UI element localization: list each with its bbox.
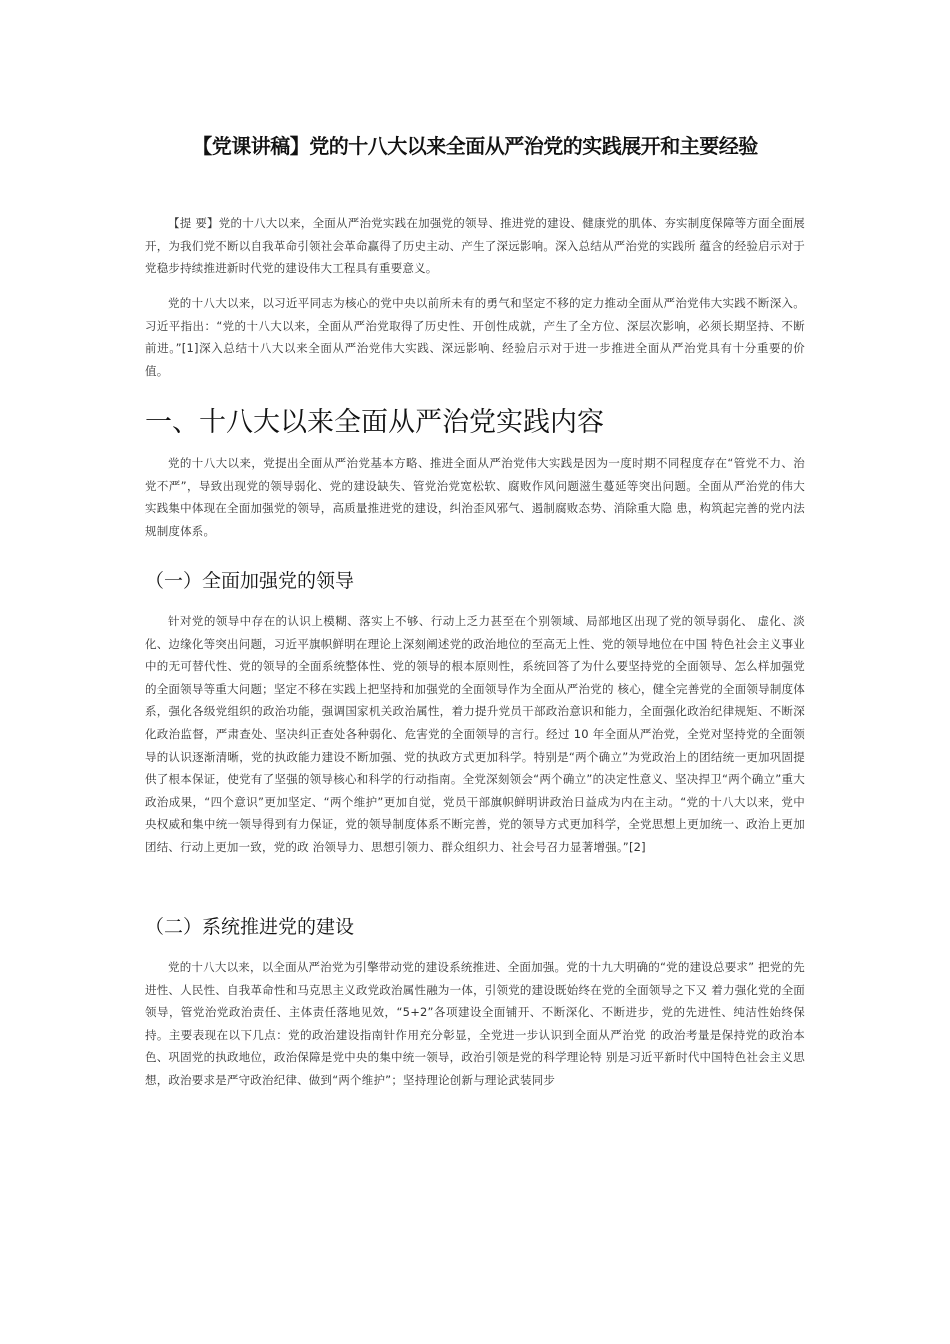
- section-1-paragraph: 党的十八大以来，党提出全面从严治党基本方略、推进全面从严治党伟大实践是因为一度时期不同程度存在“管党不力、治党不严”，导致出现党的领导弱化、党的建设缺失、管党治党宽松软、腐败作风问题滋生蔓延等突出问题。全面从严治党的伟大实践集中体现在全面加强党的领导，高质量推进党的建设，纠治歪风邪气、遏制腐败态势、消除重大隐 患，构筑起完善的党内法规制度体系。: [145, 456, 805, 538]
- document-title: 【党课讲稿】党的十八大以来全面从严治党的实践展开和主要经验: [192, 134, 758, 158]
- subsection-1-paragraph: 针对党的领导中存在的认识上模糊、落实上不够、行动上乏力甚至在个别领域、局部地区出现了党的领导弱化、 虚化、淡化、边缘化等突出问题，习近平旗帜鲜明在理论上深刻阐述党的政治地位的至高无上性、党的领导地位在中国 特色社会主义事业中的无可替代性、党的领导的全面系统整体性、党的领导的根本原则性，系统回答了为什么要坚持党的全面领导、怎么样加强党的全面领导等重大问题；坚定不移在实践上把坚持和加强党的全面领导作为全面从严治党的 核心，健全完善党的全面领导制度体系，强化各级党组织的政治功能，强调国家机关政治属性，着力提升党员干部政治意识和能力，全面强化政治纪律规矩、不断深化政治监督，严肃查处、坚决纠正查处各种弱化、危害党的全面领导的言行。经过 10 年全面从严治党，全党对坚持党的全面领导的认识逐渐清晰，党的执政能力建设不断加强、党的执政方式更加科学。特别是“两个确立”为党政治上的团结统一更加巩固提供了根本保证，使党有了坚强的领导核心和科学的行动指南。全党深刻领会“两个确立”的决定性意义、坚决捍卫“两个确立”重大政治成果，“四个意识”更加坚定、“两个维护”更加自觉，党员干部旗帜鲜明讲政治日益成为内在主动。“党的十八大以来，党中央权威和集中统一领导得到有力保证，党的领导制度体系不断完善，党的领导方式更加科学，全党思想上更加统一、政治上更加团结、行动上更加一致，党的政 治领导力、思想引领力、群众组织力、社会号召力显著增强。”[2]: [145, 614, 805, 854]
- section-1-heading: 一、十八大以来全面从严治党实践内容: [145, 407, 604, 438]
- intro-paragraph: 党的十八大以来，以习近平同志为核心的党中央以前所未有的勇气和坚定不移的定力推动全面从严治党伟大实践不断深入。习近平指出：“党的十八大以来，全面从严治党取得了历史性、开创性成就，产生了全方位、深层次影响，必须长期坚持、不断前进。”[1]深入总结十八大以来全面从严治党伟大实践、深远影响、经验启示对于进一步推进全面从严治党具有十分重要的价值。: [145, 296, 805, 378]
- subsection-1-heading: （一）全面加强党的领导: [145, 570, 355, 592]
- subsection-2-paragraph: 党的十八大以来，以全面从严治党为引擎带动党的建设系统推进、全面加强。党的十九大明确的“党的建设总要求” 把党的先进性、人民性、自我革命性和马克思主义政党政治属性融为一体，引领党的建设既始终在党的全面领导之下又 着力强化党的全面领导，管党治党政治责任、主体责任落地见效，“5+2”各项建设全面铺开、不断深化、不断进步，党的先进性、纯洁性始终保持。主要表现在以下几点：党的政治建设指南针作用充分彰显，全党进一步认识到全面从严治党 的政治考量是保持党的政治本色、巩固党的执政地位，政治保障是党中央的集中统一领导，政治引领是党的科学理论特 别是习近平新时代中国特色社会主义思想，政治要求是严守政治纪律、做到“两个维护”；坚持理论创新与理论武装同步: [145, 960, 805, 1087]
- abstract-paragraph: 【提 要】党的十八大以来，全面从严治党实践在加强党的领导、推进党的建设、健康党的肌体、夯实制度保障等方面全面展开，为我们党不断以自我革命引领社会革命赢得了历史主动、产生了深远影响。深入总结从严治党的实践所 蕴含的经验启示对于党稳步持续推进新时代党的建设伟大工程具有重要意义。: [145, 216, 805, 276]
- subsection-2-heading: （二）系统推进党的建设: [145, 916, 355, 938]
